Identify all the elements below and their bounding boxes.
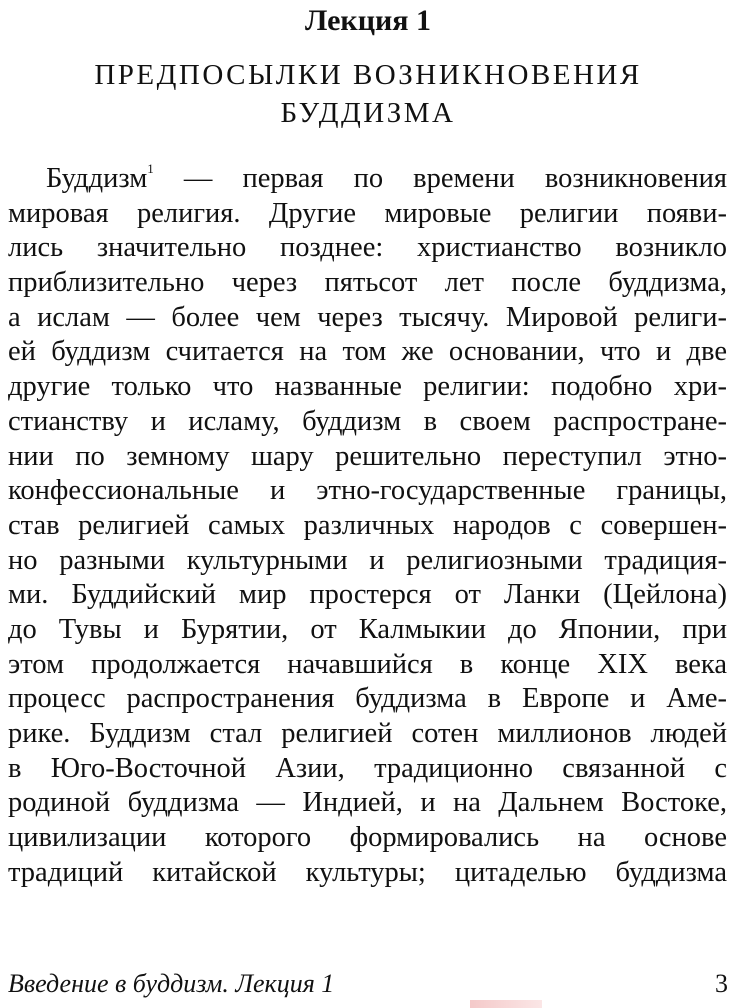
paragraph-line: мировая религия. Другие мировые религии появи-: [8, 197, 727, 229]
chapter-title: [0, 56, 736, 132]
paragraph-line: традиций китайской культуры; цитаделью буддизма: [8, 856, 727, 888]
paragraph-line: процесс распространения буддизма в Европе и Аме-: [8, 683, 727, 715]
footnote-mark[interactable]: 1: [147, 161, 154, 176]
paragraph-line: ей буддизм считается на том же основании, что и две: [8, 336, 727, 368]
paragraph-line: а ислам — более чем через тысячу. Мировой религи-: [8, 301, 727, 333]
paragraph-line: конфессиональные и этно-государственные границы,: [8, 475, 727, 507]
chapter-title-line-1: ПРЕДПОСЫЛКИ ВОЗНИКНОВЕНИЯ: [94, 59, 642, 91]
paragraph-line: нии по земному шару решительно переступил этно-: [8, 440, 727, 472]
paragraph-line: стианству и исламу, буддизм в своем распростране-: [8, 405, 727, 437]
lecture-number: Лекция 1: [304, 4, 432, 37]
chapter-title-line-2: БУДДИЗМА: [280, 97, 456, 129]
paragraph-line: в Юго-Восточной Азии, традиционно связанной с: [8, 752, 727, 784]
running-head: Введение в буддизм. Лекция 1: [8, 969, 335, 998]
paragraph-line: до Тувы и Бурятии, от Калмыкии до Японии, при: [8, 613, 727, 645]
first-word: Буддизм: [46, 163, 148, 194]
paragraph-line-1: [8, 162, 727, 197]
paragraph-line: ми. Буддийский мир простерся от Ланки (Цейлона): [8, 579, 727, 611]
body-paragraph: [8, 162, 727, 890]
page-footer: [8, 966, 728, 1002]
paragraph-line: цивилизации которого формировались на основе: [8, 822, 727, 854]
first-line-rest: — первая по времени возникновения: [153, 163, 727, 194]
paragraph-line: рике. Буддизм стал религией сотен миллионов людей: [8, 718, 727, 749]
page-number: 3: [715, 969, 728, 998]
paragraph-line: став религией самых различных народов с совершен-: [8, 509, 727, 541]
paragraph-line: родиной буддизма — Индией, и на Дальнем Востоке,: [8, 787, 727, 819]
paragraph-line: лись значительно позднее: христианство возникло: [8, 232, 727, 264]
paragraph-line: этом продолжается начавшийся в конце XIX века: [8, 648, 727, 680]
paragraph-line: но разными культурными и религиозными традиция-: [8, 544, 727, 576]
paragraph-line: другие только что названные религии: подобно хри-: [8, 371, 727, 403]
scan-corner-mark: [470, 1000, 542, 1008]
paragraph-line: приблизительно через пятьсот лет после буддизма,: [8, 267, 727, 299]
